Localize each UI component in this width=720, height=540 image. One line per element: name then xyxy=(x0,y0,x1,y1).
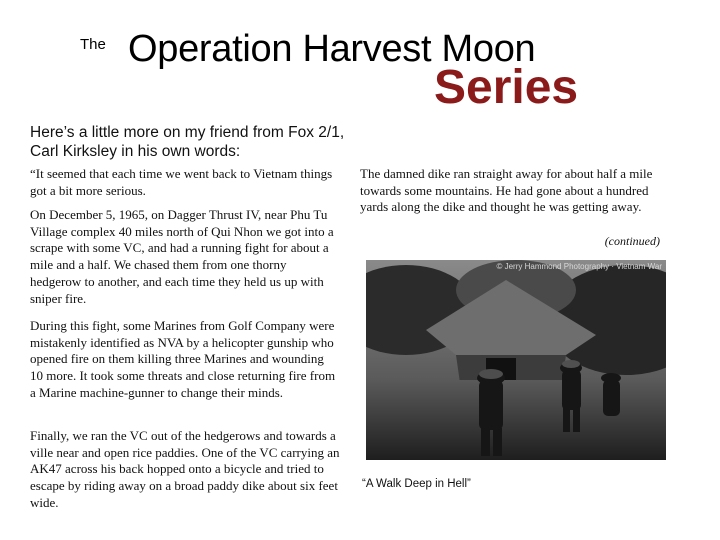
war-photo-illustration xyxy=(366,260,666,460)
paragraph-1: “It seemed that each time we went back to Vietnam things got a bit more serious. xyxy=(30,166,333,198)
photo-credit: © Jerry Hammond Photography · Vietnam War xyxy=(496,262,662,271)
intro-text: Here’s a little more on my friend from Fox 2/1, Carl Kirksley in his own words: xyxy=(30,124,345,160)
paragraph-2: On December 5, 1965, on Dagger Thrust IV, near Phu Tu Village complex 40 miles north of Qui Nhon we got into a scrape with some VC, and had a running fight for about a mile and a half. We chased them from one thorny hedgerow to another, and each time they held us up with sniper fire. xyxy=(30,207,334,306)
page-subtitle-series: Series xyxy=(434,61,579,114)
paragraph-4: Finally, we ran the VC out of the hedgerows and towards a ville near and open rice paddies. One of the VC carrying an AK47 across his back hopped onto a bicycle and tried to escape by riding away on a broad paddy dike about six feet wide. xyxy=(30,428,340,510)
paragraph-3: During this fight, some Marines from Golf Company were mistakenly identified as NVA by a helicopter gunship who opened fire on them killing three Marines and wounding 10 more. It took some threats and close returning fire from a Marine machine-gunner to change their minds. xyxy=(30,318,336,400)
paragraph-right: The damned dike ran straight away for about half a mile towards some mountains. He had gone about a hundred yards along the dike and thought he was getting away. xyxy=(360,166,653,215)
photo-caption: “A Walk Deep in Hell” xyxy=(362,478,471,490)
continued-label: (continued) xyxy=(604,234,660,248)
page-title: Operation Harvest Moon xyxy=(128,28,536,70)
war-photo xyxy=(366,260,666,460)
title-prefix: The xyxy=(80,36,106,53)
